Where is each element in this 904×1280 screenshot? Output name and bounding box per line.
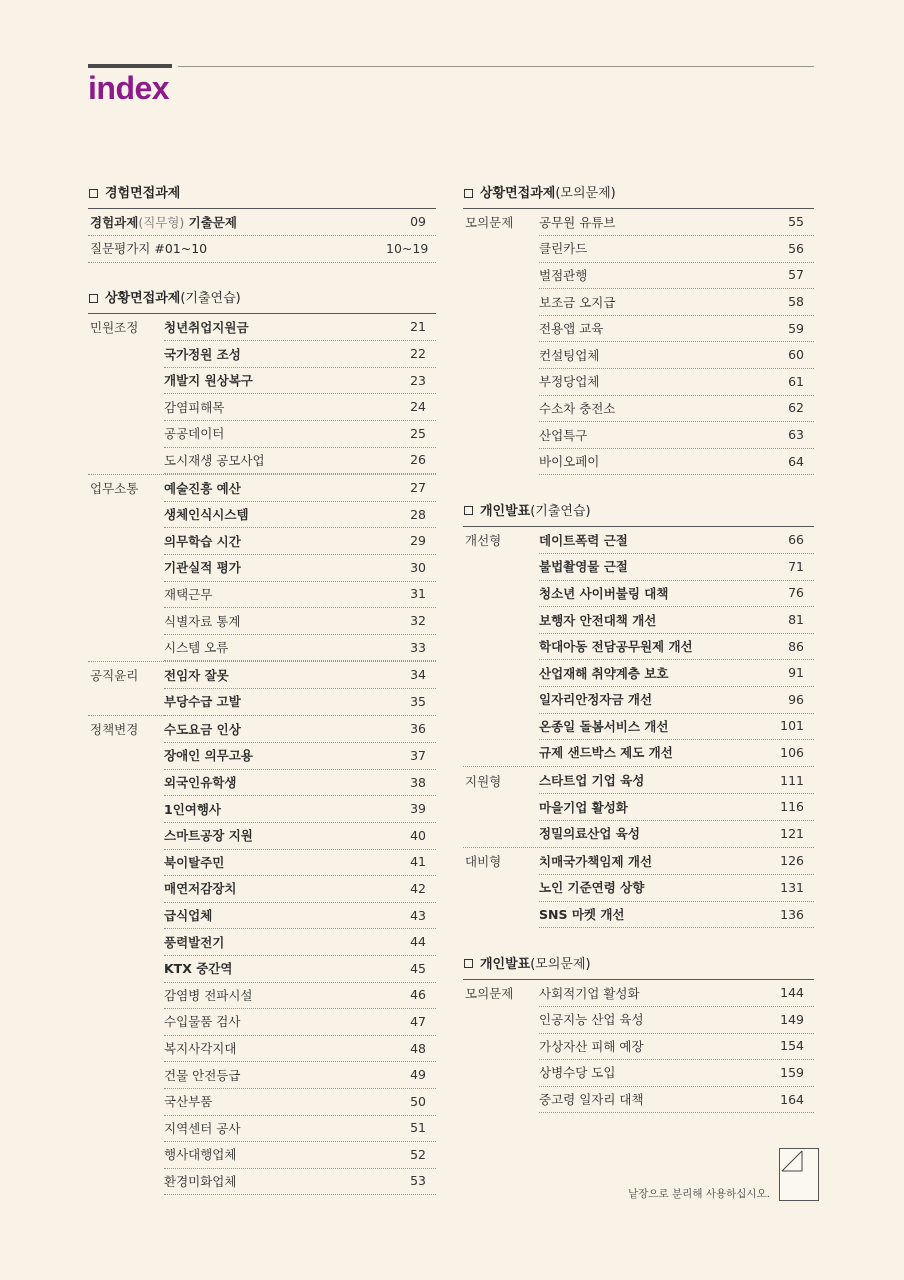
index-entry: [463, 208, 814, 236]
index-entry: [463, 979, 814, 1007]
entry-title-main: 경험과제: [90, 214, 139, 230]
entry-title: 바이오페이: [539, 454, 600, 470]
category-label: 공직윤리: [90, 668, 139, 684]
index-entry: [88, 769, 436, 796]
checkbox-bullet-icon: [464, 189, 473, 198]
entry-title: 스타트업 기업 육성: [539, 773, 645, 789]
page-number: 40: [410, 827, 426, 843]
index-entry: [88, 447, 436, 474]
index-entry: [88, 608, 436, 635]
index-entry: [88, 1115, 436, 1142]
entry-title: 기관실적 평가: [164, 560, 241, 576]
entry-title: 정밀의료산업 육성: [539, 826, 640, 842]
page-number: 126: [780, 853, 804, 869]
page-number: 57: [788, 267, 804, 283]
page-number: 21: [410, 319, 426, 335]
section-heading-sub: (기출연습): [180, 291, 241, 307]
entry-title: KTX 중간역: [164, 961, 233, 977]
page-number: 44: [410, 934, 426, 950]
index-entry: [88, 1168, 436, 1195]
entry-title: 국산부품: [164, 1094, 213, 1110]
checkbox-bullet-icon: [89, 294, 98, 303]
entry-title: 청소년 사이버불링 대책: [539, 585, 669, 601]
entry-title: 보조금 오지급: [539, 294, 616, 310]
index-entry: [88, 474, 436, 502]
index-entry: [463, 794, 814, 821]
title-accent-bar: [88, 64, 172, 68]
index-entry: [88, 929, 436, 956]
entry-title: 클린카드: [539, 241, 588, 257]
page-number: 53: [410, 1173, 426, 1189]
index-entry: [88, 689, 436, 716]
entry-title: 감염피해목: [164, 399, 225, 415]
entry-title: 외국인유학생: [164, 775, 237, 791]
page-number: 39: [410, 801, 426, 817]
entry-title: 식별자료 통계: [164, 613, 241, 629]
page-number: 29: [410, 533, 426, 549]
page-number: 61: [788, 373, 804, 389]
index-entry: [88, 1142, 436, 1169]
index-entry: [88, 743, 436, 770]
section-heading-sub: (모의문제): [555, 186, 616, 201]
index-entry: [88, 581, 436, 608]
entry-title: 일자리안정자금 개선: [539, 692, 653, 708]
entry-title: 질문평가지 #01~10: [90, 241, 208, 257]
entry-title: 장애인 의무고용: [164, 748, 253, 764]
index-entry: [463, 448, 814, 475]
entry-title: 가상자산 피해 예장: [539, 1038, 644, 1054]
page-number: 116: [780, 799, 804, 815]
category-label: 모의문제: [465, 215, 514, 231]
page-number: 76: [788, 585, 804, 601]
index-entry: [463, 315, 814, 342]
page-number: 58: [788, 294, 804, 310]
section-heading: [88, 180, 436, 208]
index-entry: [88, 236, 436, 263]
index-entry: [88, 634, 436, 661]
entry-title: SNS 마켓 개선: [539, 907, 625, 923]
index-entry: [88, 208, 436, 236]
section-heading-sub: (기출연습): [530, 503, 591, 519]
entry-title: [90, 213, 386, 231]
entry-title: 마을기업 활성화: [539, 799, 628, 815]
checkbox-bullet-icon: [464, 959, 473, 968]
entry-title: 보행자 안전대책 개선: [539, 612, 657, 628]
page-number: 48: [410, 1040, 426, 1056]
page-number: 121: [780, 825, 804, 841]
entry-title: 생체인식시스템: [164, 507, 249, 523]
category-label: 업무소통: [90, 481, 139, 497]
page-number: 46: [410, 987, 426, 1003]
entry-title: 전임자 잘못: [164, 667, 229, 683]
entry-title: 컨설팅업체: [539, 347, 600, 363]
page-number: 27: [410, 480, 426, 496]
page-number: 62: [788, 400, 804, 416]
page-number: 34: [410, 667, 426, 683]
entry-title: 수소차 충전소: [539, 400, 616, 416]
entry-title: 수도요금 인상: [164, 721, 241, 737]
page-number: 59: [788, 320, 804, 336]
right-column: [463, 180, 814, 1113]
entry-title: 청년취업지원금: [164, 319, 249, 335]
entry-title: 재택근무: [164, 586, 213, 602]
section-heading-label: 상황면접과제: [480, 186, 556, 201]
page-number: 81: [788, 612, 804, 628]
page-number: 101: [780, 718, 804, 734]
entry-title: 학대아동 전담공무원제 개선: [539, 639, 693, 655]
page-number: 149: [780, 1011, 804, 1027]
index-entry: [88, 1062, 436, 1089]
page-number: 23: [410, 372, 426, 388]
index-entry: [463, 633, 814, 660]
entry-title: 산업재해 취약계층 보호: [539, 665, 669, 681]
page-number: 51: [410, 1120, 426, 1136]
page-number: 42: [410, 880, 426, 896]
page-number: 36: [410, 721, 426, 737]
page-number: 159: [780, 1064, 804, 1080]
entry-title: 노인 기준연령 상향: [539, 880, 645, 896]
page-number: 09: [410, 214, 426, 230]
entry-title: 풍력발전기: [164, 934, 225, 950]
page-number: 24: [410, 399, 426, 415]
page-number: 31: [410, 586, 426, 602]
checkbox-bullet-icon: [89, 189, 98, 198]
entry-title: 부정당업체: [539, 374, 600, 390]
index-entry: [88, 1035, 436, 1062]
index-entry: [88, 661, 436, 689]
index-entry: [463, 369, 814, 396]
index-entry: [88, 367, 436, 394]
page-number: 30: [410, 559, 426, 575]
section-heading-label: 상황면접과제: [105, 291, 181, 307]
page-number: 55: [788, 214, 804, 230]
header-rule: [178, 66, 814, 67]
section-heading: [88, 285, 436, 313]
page-number: 22: [410, 346, 426, 362]
section-heading-label: 경험면접과제: [105, 186, 181, 201]
index-entry: [463, 1033, 814, 1060]
index-entry: [463, 262, 814, 289]
section-heading: [463, 951, 814, 979]
entry-title: 스마트공장 지원: [164, 828, 253, 844]
index-entry: [463, 1006, 814, 1033]
page-number: 66: [788, 532, 804, 548]
index-entry: [463, 395, 814, 422]
page-number: 91: [788, 665, 804, 681]
left-column: [88, 180, 436, 1195]
index-entry: [463, 713, 814, 740]
index-entry: [88, 341, 436, 368]
entry-title: 중고령 일자리 대책: [539, 1092, 644, 1108]
section-heading: [463, 498, 814, 526]
category-label: 정책변경: [90, 722, 139, 738]
page-number: 10~19: [386, 240, 429, 256]
index-entry: [463, 236, 814, 263]
page-number: 35: [410, 693, 426, 709]
entry-title: 산업특구: [539, 427, 588, 443]
page-number: 28: [410, 506, 426, 522]
page-number: 96: [788, 691, 804, 707]
category-label: 지원형: [465, 773, 502, 789]
entry-title: 급식업체: [164, 908, 213, 924]
index-entry: [88, 982, 436, 1009]
index-entry: [463, 422, 814, 449]
entry-title-muted: (직무형): [138, 214, 185, 230]
page-number: 60: [788, 347, 804, 363]
entry-title-rest: 기출문제: [184, 214, 237, 230]
entry-title: 개발지 원상복구: [164, 373, 253, 389]
index-entry: [463, 875, 814, 902]
category-label: 대비형: [465, 854, 502, 870]
category-label: 민원조정: [90, 320, 139, 336]
category-label: 개선형: [465, 533, 502, 549]
index-entry: [463, 766, 814, 794]
footer-note: 낱장으로 분리해 사용하십시오.: [628, 1188, 770, 1200]
section-heading-sub: (모의문제): [530, 956, 591, 972]
page-number: 86: [788, 638, 804, 654]
index-entry: [463, 901, 814, 928]
index-entry: [463, 1060, 814, 1087]
index-entry: [88, 715, 436, 743]
checkbox-bullet-icon: [464, 506, 473, 515]
index-entry: [88, 421, 436, 448]
page-number: 154: [780, 1038, 804, 1054]
page-title: index: [88, 70, 170, 106]
entry-title: 1인여행사: [164, 801, 221, 817]
entry-title: 매연저감장치: [164, 881, 237, 897]
page-number: 37: [410, 747, 426, 763]
index-entry: [463, 1086, 814, 1113]
index-entry: [463, 554, 814, 581]
page-number: 33: [410, 639, 426, 655]
index-entry: [463, 847, 814, 875]
index-entry: [463, 289, 814, 316]
entry-title: 인공지능 산업 육성: [539, 1012, 644, 1028]
page-corner-icon: [779, 1148, 819, 1201]
entry-title: 의무학습 시간: [164, 533, 241, 549]
index-entry: [88, 555, 436, 582]
index-entry: [463, 820, 814, 847]
index-entry: [88, 796, 436, 823]
index-entry: [88, 902, 436, 929]
section-heading-label: 개인발표: [480, 956, 531, 972]
page-number: 26: [410, 452, 426, 468]
entry-title: 공공데이터: [164, 426, 225, 442]
entry-title: 온종일 돌봄서비스 개선: [539, 718, 669, 734]
page-number: 131: [780, 879, 804, 895]
page-number: 111: [780, 772, 804, 788]
entry-title: 공무원 유튜브: [539, 214, 616, 230]
page-number: 144: [780, 985, 804, 1001]
index-entry: [463, 526, 814, 554]
entry-title: 북이탈주민: [164, 854, 225, 870]
section-heading: [463, 180, 814, 208]
page-number: 25: [410, 425, 426, 441]
entry-title: 환경미화업체: [164, 1173, 237, 1189]
index-entry: [88, 822, 436, 849]
page-number: 56: [788, 240, 804, 256]
page-number: 52: [410, 1146, 426, 1162]
index-entry: [88, 955, 436, 982]
page-number: 38: [410, 774, 426, 790]
index-entry: [88, 849, 436, 876]
entry-title: 전용앱 교육: [539, 321, 604, 337]
entry-title: 지역센터 공사: [164, 1120, 241, 1136]
entry-title: 데이트폭력 근절: [539, 532, 628, 548]
entry-title: 감염병 전파시설: [164, 987, 253, 1003]
entry-title: 수입물품 검사: [164, 1014, 241, 1030]
index-entry: [88, 1088, 436, 1115]
page-number: 47: [410, 1013, 426, 1029]
page-number: 136: [780, 906, 804, 922]
index-entry: [463, 687, 814, 714]
entry-title: 부당수급 고발: [164, 694, 241, 710]
index-entry: [463, 580, 814, 607]
entry-title: 벌점관행: [539, 267, 588, 283]
page-number: 106: [780, 744, 804, 760]
entry-title: 규제 샌드박스 제도 개선: [539, 745, 673, 761]
page-number: 63: [788, 427, 804, 443]
entry-title: 치매국가책임제 개선: [539, 853, 653, 869]
page-number: 43: [410, 907, 426, 923]
entry-title: 시스템 오류: [164, 640, 229, 656]
category-label: 모의문제: [465, 986, 514, 1002]
entry-title: 불법촬영물 근절: [539, 559, 628, 575]
page-number: 64: [788, 453, 804, 469]
index-entry: [88, 876, 436, 903]
index-entry: [88, 394, 436, 421]
section-heading-label: 개인발표: [480, 503, 531, 519]
entry-title: 행사대행업체: [164, 1147, 237, 1163]
entry-title: 국가정원 조성: [164, 346, 241, 362]
entry-title: 복지사각지대: [164, 1041, 237, 1057]
page-number: 164: [780, 1091, 804, 1107]
entry-title: 사회적기업 활성화: [539, 985, 640, 1001]
page-number: 32: [410, 613, 426, 629]
page-number: 41: [410, 854, 426, 870]
page-number: 71: [788, 558, 804, 574]
index-entry: [463, 342, 814, 369]
entry-title: 상병수당 도입: [539, 1065, 616, 1081]
index-entry: [463, 607, 814, 634]
index-entry: [88, 313, 436, 341]
entry-title: 건물 안전등급: [164, 1067, 241, 1083]
page-number: 49: [410, 1067, 426, 1083]
entry-title: 도시재생 공모사업: [164, 452, 265, 468]
entry-title: 예술진흥 예산: [164, 480, 241, 496]
index-entry: [88, 501, 436, 528]
index-entry: [88, 1009, 436, 1036]
page-number: 50: [410, 1093, 426, 1109]
index-entry: [463, 740, 814, 767]
index-entry: [463, 660, 814, 687]
index-entry: [88, 528, 436, 555]
page-number: 45: [410, 960, 426, 976]
